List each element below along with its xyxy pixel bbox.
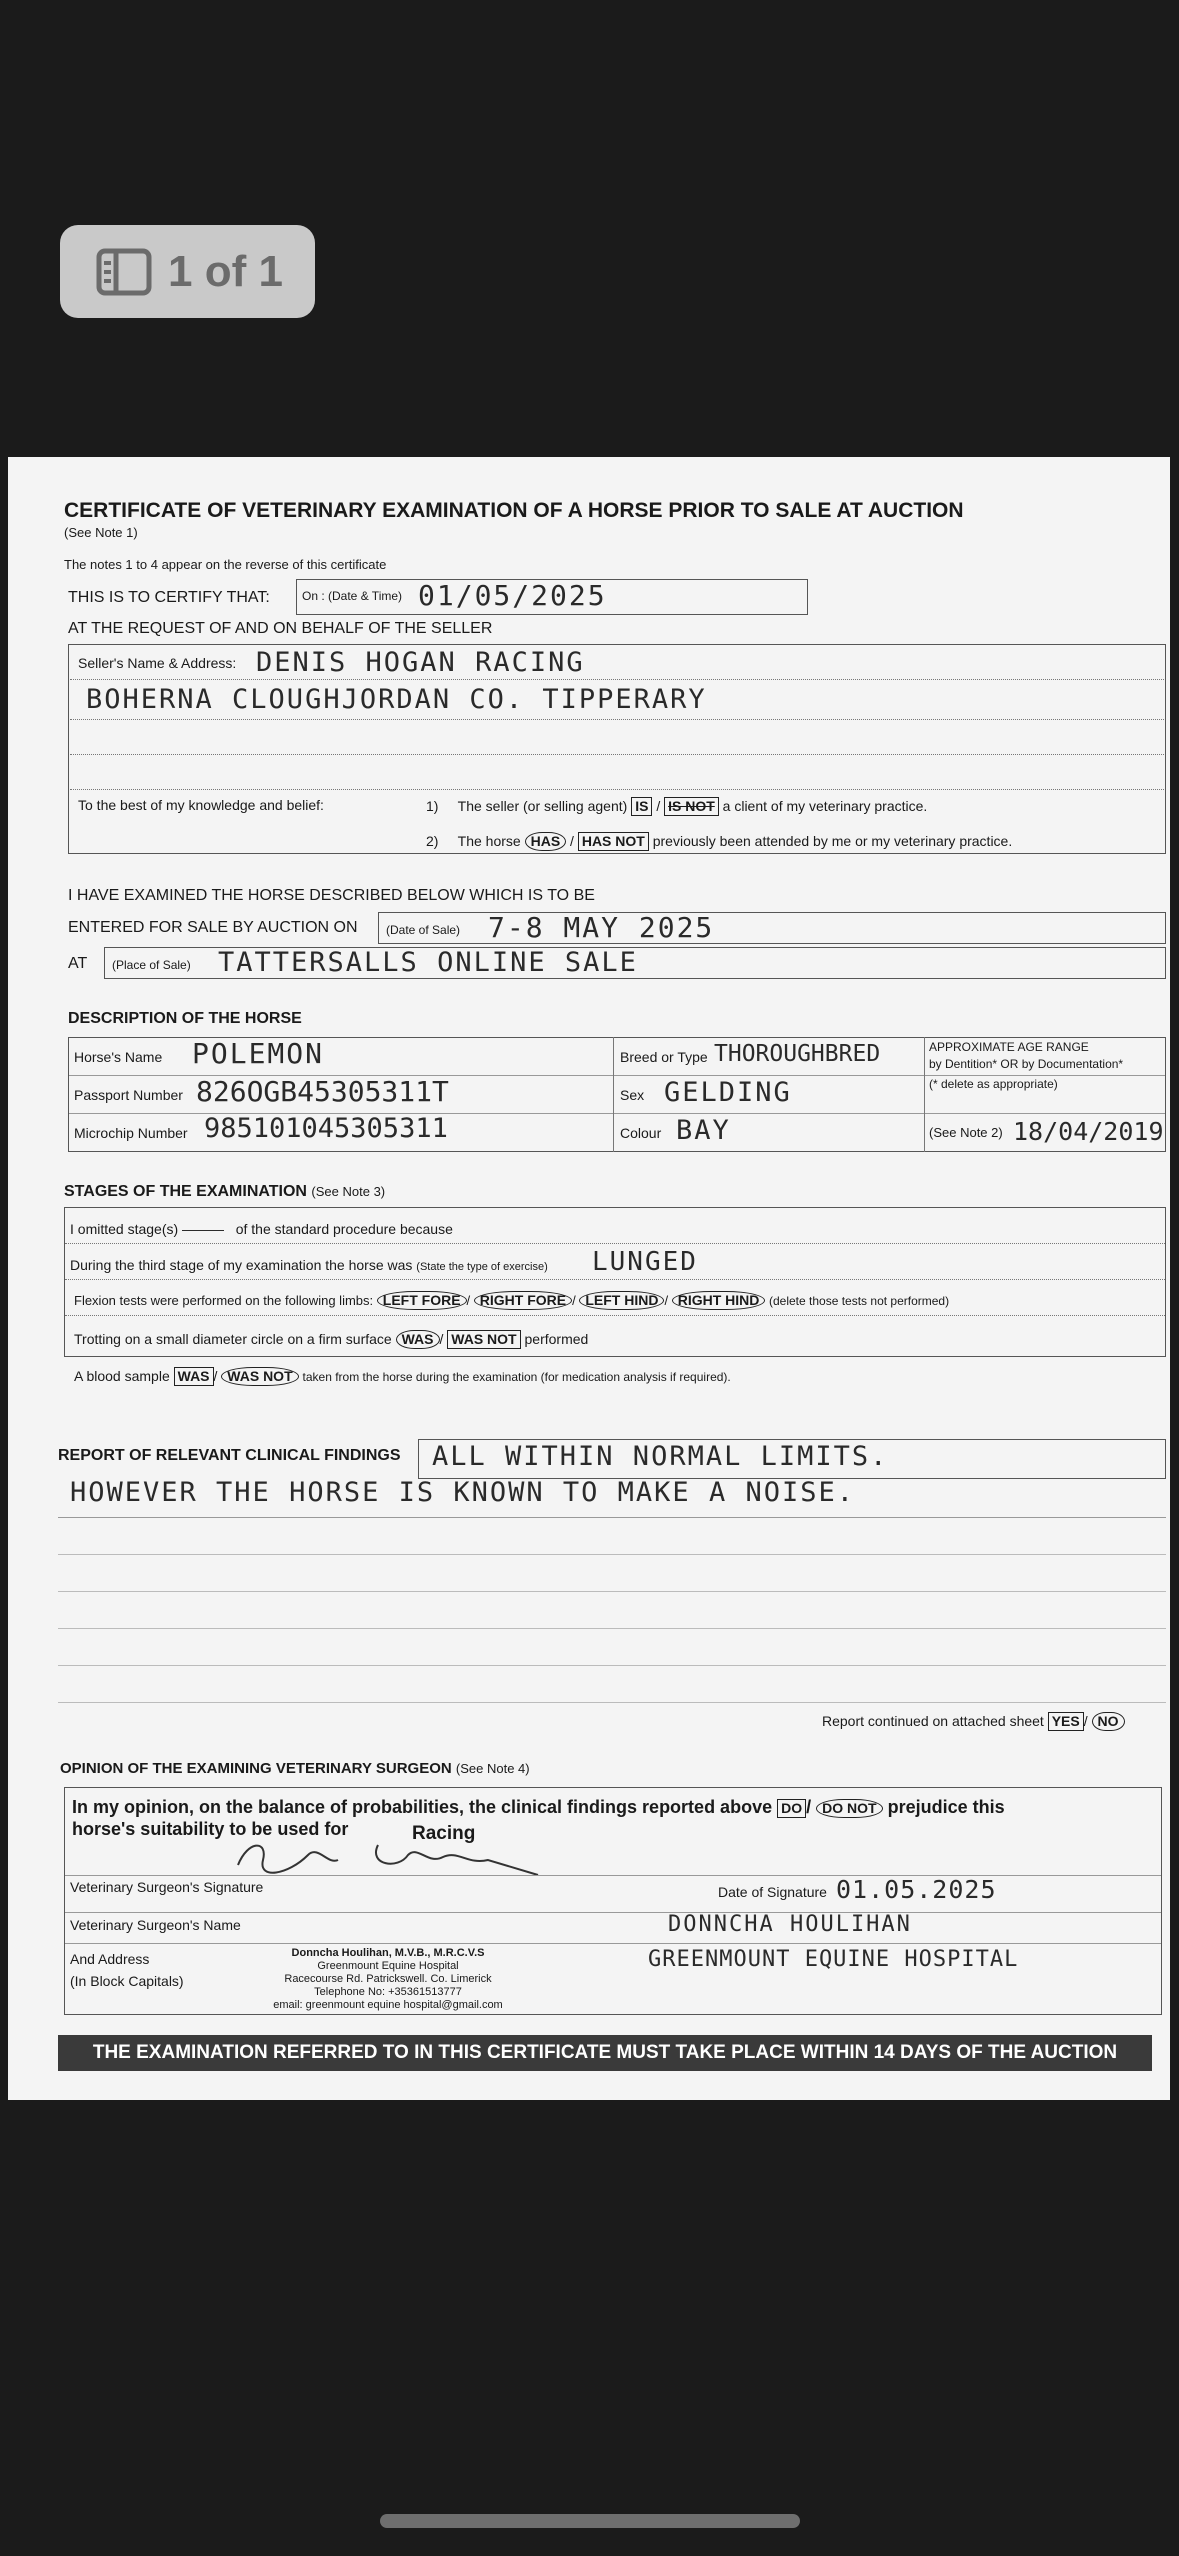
delete-note: (* delete as appropriate) — [929, 1077, 1058, 1091]
date-of-sale: 7-8 MAY 2025 — [488, 911, 715, 944]
trotting-was-not: WAS NOT — [447, 1330, 520, 1349]
trotting-line: Trotting on a small diameter circle on a firm surface WAS / WAS NOT performed — [74, 1331, 589, 1347]
colour-label: Colour — [620, 1125, 662, 1141]
address-label-2: (In Block Capitals) — [70, 1973, 184, 1989]
passport-label: Passport Number — [74, 1087, 183, 1103]
notes-line: The notes 1 to 4 appear on the reverse of this certificate — [64, 557, 387, 572]
seller-box — [68, 644, 1166, 854]
seller-name: DENIS HOGAN RACING — [256, 647, 585, 678]
date-of-sale-label: (Date of Sale) — [386, 923, 461, 937]
examined-label: I HAVE EXAMINED THE HORSE DESCRIBED BELOW WHICH IS TO BE — [68, 887, 595, 904]
stages-heading: STAGES OF THE EXAMINATION (See Note 3) — [64, 1183, 386, 1200]
entered-label: ENTERED FOR SALE BY AUCTION ON — [68, 919, 358, 936]
request-label: AT THE REQUEST OF AND ON BEHALF OF THE SELLER — [68, 620, 493, 637]
continued-yes: YES — [1048, 1712, 1084, 1731]
report-line-2: HOWEVER THE HORSE IS KNOWN TO MAKE A NOISE. — [70, 1477, 855, 1508]
see-note-2: (See Note 2) — [929, 1125, 1003, 1140]
vet-stamp: Donncha Houlihan, M.V.B., M.R.C.V.S Greenmount Equine Hospital Racecourse Rd. Patrickswell. Co. Limerick Telephone No: +35361513777 email: greenmount equine hospital@gmail.com — [273, 1947, 503, 2011]
horse-name-label: Horse's Name — [74, 1049, 163, 1065]
sex-label: Sex — [620, 1087, 645, 1103]
opinion-text-2: horse's suitability to be used for — [72, 1819, 349, 1839]
at-label: AT — [68, 955, 88, 972]
surgeon-name: DONNCHA HOULIHAN — [668, 1912, 912, 1937]
address-label: And Address — [70, 1951, 150, 1967]
continued-no: NO — [1092, 1712, 1125, 1731]
seller-label: Seller's Name & Address: — [78, 655, 237, 671]
footer-banner: THE EXAMINATION REFERRED TO IN THIS CERTIFICATE MUST TAKE PLACE WITHIN 14 DAYS OF THE AUCTION — [58, 2035, 1152, 2071]
document-icon — [96, 248, 152, 296]
belief-2: 2) The horse HAS / HAS NOT previously been attended by me or my veterinary practice. — [426, 833, 1013, 849]
blood-was: WAS — [174, 1367, 214, 1386]
vet-signature — [228, 1835, 548, 1885]
home-indicator[interactable] — [380, 2514, 800, 2528]
colour: BAY — [676, 1115, 731, 1146]
horse-name: POLEMON — [192, 1037, 325, 1070]
microchip-label: Microchip Number — [74, 1125, 188, 1141]
age-range-label: APPROXIMATE AGE RANGE — [929, 1040, 1089, 1054]
age-by-label: by Dentition* OR by Documentation* — [929, 1057, 1124, 1071]
report-continued: Report continued on attached sheet YES / NO — [822, 1712, 1125, 1731]
page-count: 1 of 1 — [168, 246, 283, 296]
opinion-do-not: DO NOT — [816, 1799, 882, 1818]
place-label: (Place of Sale) — [112, 958, 191, 972]
see-note-1: (See Note 1) — [64, 525, 138, 540]
exercise-type: LUNGED — [592, 1247, 698, 1277]
description-heading: DESCRIPTION OF THE HORSE — [68, 1010, 302, 1027]
third-stage-line: During the third stage of my examination the horse was (State the type of exercise) — [70, 1257, 548, 1273]
blood-was-not: WAS NOT — [221, 1367, 298, 1386]
date-of-birth: 18/04/2019 — [1013, 1117, 1164, 1146]
blood-line: A blood sample WAS / WAS NOT taken from the horse during the examination (for medication analysis if required). — [74, 1368, 731, 1384]
signature-label: Veterinary Surgeon's Signature — [70, 1879, 264, 1895]
is-option: IS — [631, 797, 652, 816]
on-label: On : (Date & Time) — [302, 589, 403, 603]
place-of-sale: TATTERSALLS ONLINE SALE — [218, 947, 638, 978]
date-of-signature-label: Date of Signature — [718, 1884, 827, 1900]
flexion-line: Flexion tests were performed on the following limbs: LEFT FORE / RIGHT FORE / LEFT HIND / RIGHT HIND (delete those tests not performed) — [74, 1292, 950, 1308]
passport-number: 826OGB45305311T — [196, 1075, 449, 1108]
limb-right-fore: RIGHT FORE — [474, 1291, 572, 1310]
microchip-number: 985101045305311 — [204, 1113, 448, 1144]
is-not-option: IS NOT — [664, 797, 719, 816]
omitted-line: I omitted stage(s) ——— of the standard procedure because — [70, 1221, 453, 1237]
surgeon-address: GREENMOUNT EQUINE HOSPITAL — [648, 1947, 1019, 1972]
has-option: HAS — [525, 832, 567, 851]
belief-label: To the best of my knowledge and belief: — [78, 797, 324, 813]
examination-date: 01/05/2025 — [418, 579, 607, 612]
sex: GELDING — [664, 1077, 792, 1108]
intended-use: Racing — [412, 1823, 476, 1844]
limb-left-hind: LEFT HIND — [579, 1291, 664, 1310]
opinion-heading: OPINION OF THE EXAMINING VETERINARY SURGEON (See Note 4) — [60, 1760, 530, 1777]
report-line-1: ALL WITHIN NORMAL LIMITS. — [432, 1441, 889, 1472]
seller-address: BOHERNA CLOUGHJORDAN CO. TIPPERARY — [86, 684, 707, 715]
has-not-option: HAS NOT — [578, 832, 649, 851]
date-of-signature: 01.05.2025 — [836, 1875, 997, 1904]
certificate-title: CERTIFICATE OF VETERINARY EXAMINATION OF A HORSE PRIOR TO SALE AT AUCTION — [64, 499, 964, 522]
trotting-was: WAS — [396, 1330, 440, 1349]
surgeon-name-label: Veterinary Surgeon's Name — [70, 1917, 241, 1933]
belief-1: 1) The seller (or selling agent) IS / IS NOT a client of my veterinary practice. — [426, 798, 928, 814]
certificate-document — [8, 457, 1170, 2100]
report-heading: REPORT OF RELEVANT CLINICAL FINDINGS — [58, 1447, 401, 1464]
limb-left-fore: LEFT FORE — [377, 1291, 467, 1310]
breed-label: Breed or Type — [620, 1049, 708, 1065]
opinion-do: DO — [777, 1799, 806, 1818]
opinion-text: In my opinion, on the balance of probabilities, the clinical findings reported above DO / DO NOT prejudice this — [72, 1797, 1005, 1817]
page-indicator[interactable] — [60, 225, 315, 318]
certify-label: THIS IS TO CERTIFY THAT: — [68, 589, 270, 606]
limb-right-hind: RIGHT HIND — [672, 1291, 766, 1310]
breed: THOROUGHBRED — [714, 1041, 881, 1067]
